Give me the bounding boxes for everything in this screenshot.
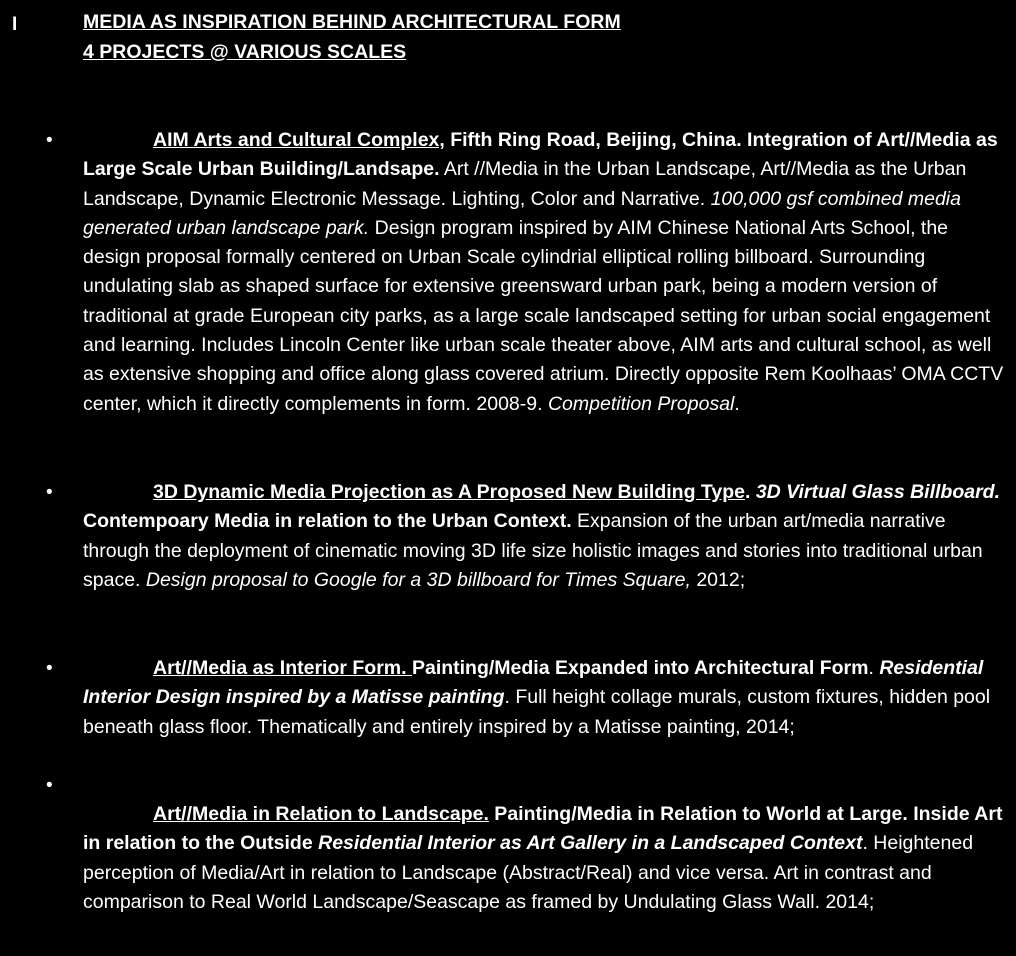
heading-subtitle: 4 PROJECTS @ VARIOUS SCALES xyxy=(83,40,407,63)
project-text: . xyxy=(868,657,874,679)
project-title: 3D Dynamic Media Projection as A Proposed New Building Type xyxy=(153,481,745,503)
project-text: . Heightened perception of Media/Art in relation to Landscape (Abstract/Real) and vice versa. Art in contrast and comparison to Real World Landscape/Seascape as framed by Undulating Glass Wall. 2014; xyxy=(83,832,974,913)
bullet: • xyxy=(46,775,53,796)
project-italic: Competition Proposal xyxy=(547,392,735,415)
project-text: . Full height collage murals, custom fixtures, hidden pool beneath glass floor. Thematically and entirely inspired by a Matisse painting, 2014; xyxy=(83,686,991,738)
project-3d-media xyxy=(83,478,1008,595)
project-bold: Painting/Media in Relation to World at Large. Inside Art in relation to the Outside xyxy=(83,803,1003,855)
project-bold-italic: Residential Interior Design inspired by a Matisse painting xyxy=(83,657,984,709)
project-text: Art //Media in the Urban Landscape, Art//Media as the Urban Landscape, Dynamic Electronic Message. Lighting, Color and Narrative. xyxy=(83,158,967,210)
project-italic: 100,000 gsf combined media generated urban landscape park. xyxy=(83,187,961,239)
project-bold: Contempoary Media in relation to the Urban Context. xyxy=(83,510,572,533)
project-italic: Design proposal to Google for a 3D billboard for Times Square, xyxy=(145,568,691,591)
section-heading xyxy=(83,8,621,67)
project-aim-arts xyxy=(83,126,1008,419)
project-landscape xyxy=(83,800,1008,917)
bullet: • xyxy=(46,658,53,679)
project-location: Fifth Ring Road, Beijing, China. Integration of Art//Media as Large Scale Urban Building/Landsape. xyxy=(83,129,998,181)
project-interior-form xyxy=(83,654,1008,742)
project-bold: . xyxy=(744,481,756,503)
heading-title: MEDIA AS INSPIRATION BEHIND ARCHITECTURAL FORM xyxy=(83,11,621,33)
project-text: 2012; xyxy=(690,568,746,591)
project-text: Design program inspired by AIM Chinese National Arts School, the design proposal formally centered on Urban Scale cylindrial elliptical rolling billboard. Surrounding undulating slab as shaped surface for extensive greensward urban park, being a modern version of traditional at grade European city parks, as a large scale landscaped setting for urban social engagement and learning. Includes Lincoln Center like urban scale theater above, AIM arts and cultural school, as well as extensive shopping and office along glass covered atrium. Directly opposite Rem Koolhaas’ OMA CCTV center, which it directly complements in form. 2008-9. xyxy=(83,216,1004,415)
bullet: • xyxy=(46,482,53,503)
project-title: AIM Arts and Cultural Complex, xyxy=(153,129,445,151)
project-text: Expansion of the urban art/media narrative through the deployment of cinematic moving 3D life size holistic images and stories into traditional urban space. xyxy=(83,510,983,591)
project-bold-italic: 3D Virtual Glass Billboard. xyxy=(755,481,1001,503)
section-numeral: I xyxy=(12,14,18,35)
project-title: Art//Media in Relation to Landscape. xyxy=(153,803,489,825)
project-text: . xyxy=(734,392,740,415)
bullet: • xyxy=(46,130,53,151)
project-title: Art//Media as Interior Form. xyxy=(153,657,412,679)
project-bold: Painting/Media Expanded into Architectural Form xyxy=(411,657,869,679)
project-bold-italic: Residential Interior as Art Gallery in a Landscaped Context xyxy=(318,832,863,855)
